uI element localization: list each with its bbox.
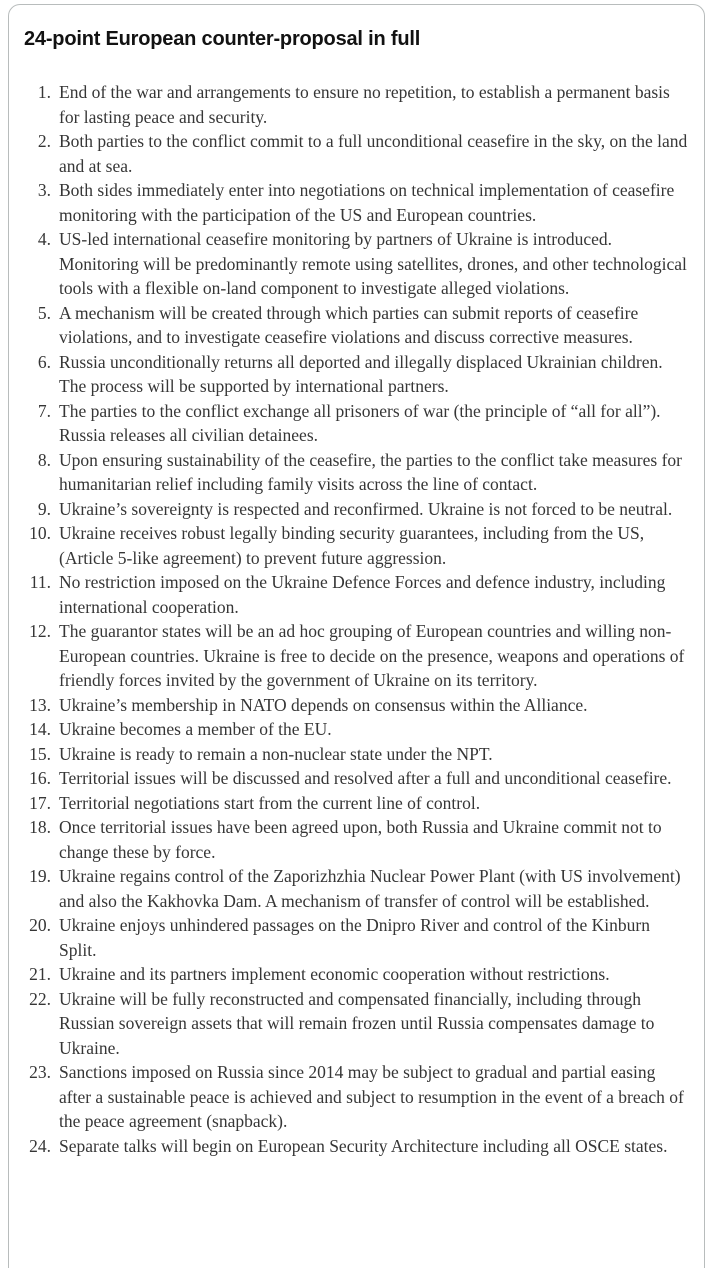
list-item [24, 497, 688, 522]
list-item-text: US-led international ceasefire monitoring by partners of Ukraine is introduced. Monitoring will be predominantly remote using satellites, drones, and other technological tools with a flexible on-land component to investigate alleged violations. [59, 229, 687, 298]
list-item-number: 8. [37, 449, 51, 470]
list-item-number: 10. [29, 523, 51, 543]
list-item-text: Ukraine will be fully reconstructed and compensated financially, including through Russian sovereign assets that will remain frozen until Russia compensates damage to Ukraine. [59, 988, 655, 1058]
list-item-text: The guarantor states will be an ad hoc grouping of European countries and willing non-European countries. Ukraine is free to decide on the presence, weapons and operations of friendly forces invited by the government of Ukraine on its territory. [59, 621, 685, 690]
list-item-text: Ukraine enjoys unhindered passages on the Dnipro River and control of the Kinburn Split. [59, 915, 650, 960]
list-item-text: Ukraine receives robust legally binding security guarantees, including from the US, (Article 5-like agreement) to prevent future aggression. [59, 523, 645, 568]
proposal-card [8, 4, 705, 1268]
list-item-text: Both parties to the conflict commit to a full unconditional ceasefire in the sky, on the land and at sea. [59, 131, 688, 176]
list-item [24, 742, 688, 767]
list-item-number: 6. [37, 351, 51, 372]
list-item-text: Russia unconditionally returns all deported and illegally displaced Ukrainian children. The process will be supported by international partners. [59, 351, 663, 396]
list-item [24, 791, 688, 816]
list-item-text: Ukraine’s membership in NATO depends on consensus within the Alliance. [59, 694, 588, 715]
list-item-number: 19. [29, 866, 51, 886]
list-item-text: Once territorial issues have been agreed upon, both Russia and Ukraine commit not to change these by force. [59, 817, 662, 862]
list-item-number: 1. [37, 82, 51, 102]
list-item-text: Ukraine regains control of the Zaporizhzhia Nuclear Power Plant (with US involvement) and also the Kakhovka Dam. A mechanism of transfer of control will be established. [59, 866, 681, 911]
list-item-number: 14. [29, 719, 51, 739]
list-item [24, 350, 688, 399]
proposal-list [24, 80, 688, 1158]
list-item [24, 693, 688, 718]
list-item-text: Separate talks will begin on European Security Architecture including all OSCE states. [59, 1135, 668, 1156]
list-item [24, 448, 688, 497]
list-item [24, 717, 688, 742]
list-item-text: End of the war and arrangements to ensure no repetition, to establish a permanent basis for lasting peace and security. [59, 82, 670, 127]
list-item-text: Ukraine becomes a member of the EU. [59, 719, 332, 739]
list-item-number: 23. [29, 1062, 51, 1082]
list-item-text: Ukraine and its partners implement economic cooperation without restrictions. [59, 964, 610, 984]
list-item-number: 2. [37, 131, 51, 151]
list-item-number: 11. [29, 572, 51, 592]
list-item-text: Territorial negotiations start from the current line of control. [59, 792, 481, 813]
list-item-number: 4. [37, 229, 51, 249]
list-item [24, 815, 688, 864]
list-item [24, 766, 688, 791]
list-item-number: 3. [37, 180, 51, 200]
list-item-number: 16. [29, 768, 51, 788]
list-item [24, 962, 688, 987]
list-item [24, 521, 688, 570]
list-item-text: The parties to the conflict exchange all prisoners of war (the principle of “all for all”). Russia releases all civilian detainees. [59, 400, 661, 445]
list-item [24, 1060, 688, 1134]
list-item-number: 5. [37, 302, 51, 323]
list-item-number: 15. [29, 743, 51, 764]
list-item-number: 20. [29, 915, 51, 935]
list-item [24, 178, 688, 227]
list-item [24, 80, 688, 129]
list-item-text: No restriction imposed on the Ukraine Defence Forces and defence industry, including international cooperation. [59, 572, 666, 617]
list-item [24, 1134, 688, 1159]
list-item [24, 987, 688, 1061]
list-item-number: 7. [37, 400, 51, 421]
list-item [24, 570, 688, 619]
list-item-number: 12. [29, 621, 51, 641]
list-item [24, 913, 688, 962]
list-item-number: 17. [29, 792, 51, 813]
list-item-number: 13. [29, 694, 51, 715]
list-item-text: A mechanism will be created through which parties can submit reports of ceasefire violations, and to investigate ceasefire violations and discuss corrective measures. [59, 302, 639, 347]
list-item [24, 227, 688, 301]
list-item-text: Territorial issues will be discussed and resolved after a full and unconditional ceasefire. [59, 768, 672, 788]
list-item-number: 18. [29, 817, 51, 837]
list-item [24, 301, 688, 350]
list-item-text: Ukraine is ready to remain a non-nuclear state under the NPT. [59, 743, 493, 764]
list-item-text: Upon ensuring sustainability of the ceasefire, the parties to the conflict take measures for humanitarian relief including family visits across the line of contact. [59, 449, 682, 494]
list-item-number: 21. [29, 964, 51, 984]
list-item-number: 22. [29, 988, 51, 1009]
list-item [24, 129, 688, 178]
list-item-text: Both sides immediately enter into negotiations on technical implementation of ceasefire monitoring with the participation of the US and European countries. [59, 180, 675, 225]
list-item [24, 399, 688, 448]
list-item-text: Sanctions imposed on Russia since 2014 may be subject to gradual and partial easing after a sustainable peace is achieved and subject to resumption in the event of a breach of the peace agreement (snapback). [59, 1062, 684, 1131]
list-item [24, 619, 688, 693]
list-item [24, 864, 688, 913]
page-title: 24-point European counter-proposal in full [24, 28, 421, 50]
list-item-number: 24. [29, 1135, 51, 1156]
list-item-text: Ukraine’s sovereignty is respected and reconfirmed. Ukraine is not forced to be neutral. [59, 498, 673, 519]
list-item-number: 9. [37, 498, 51, 519]
